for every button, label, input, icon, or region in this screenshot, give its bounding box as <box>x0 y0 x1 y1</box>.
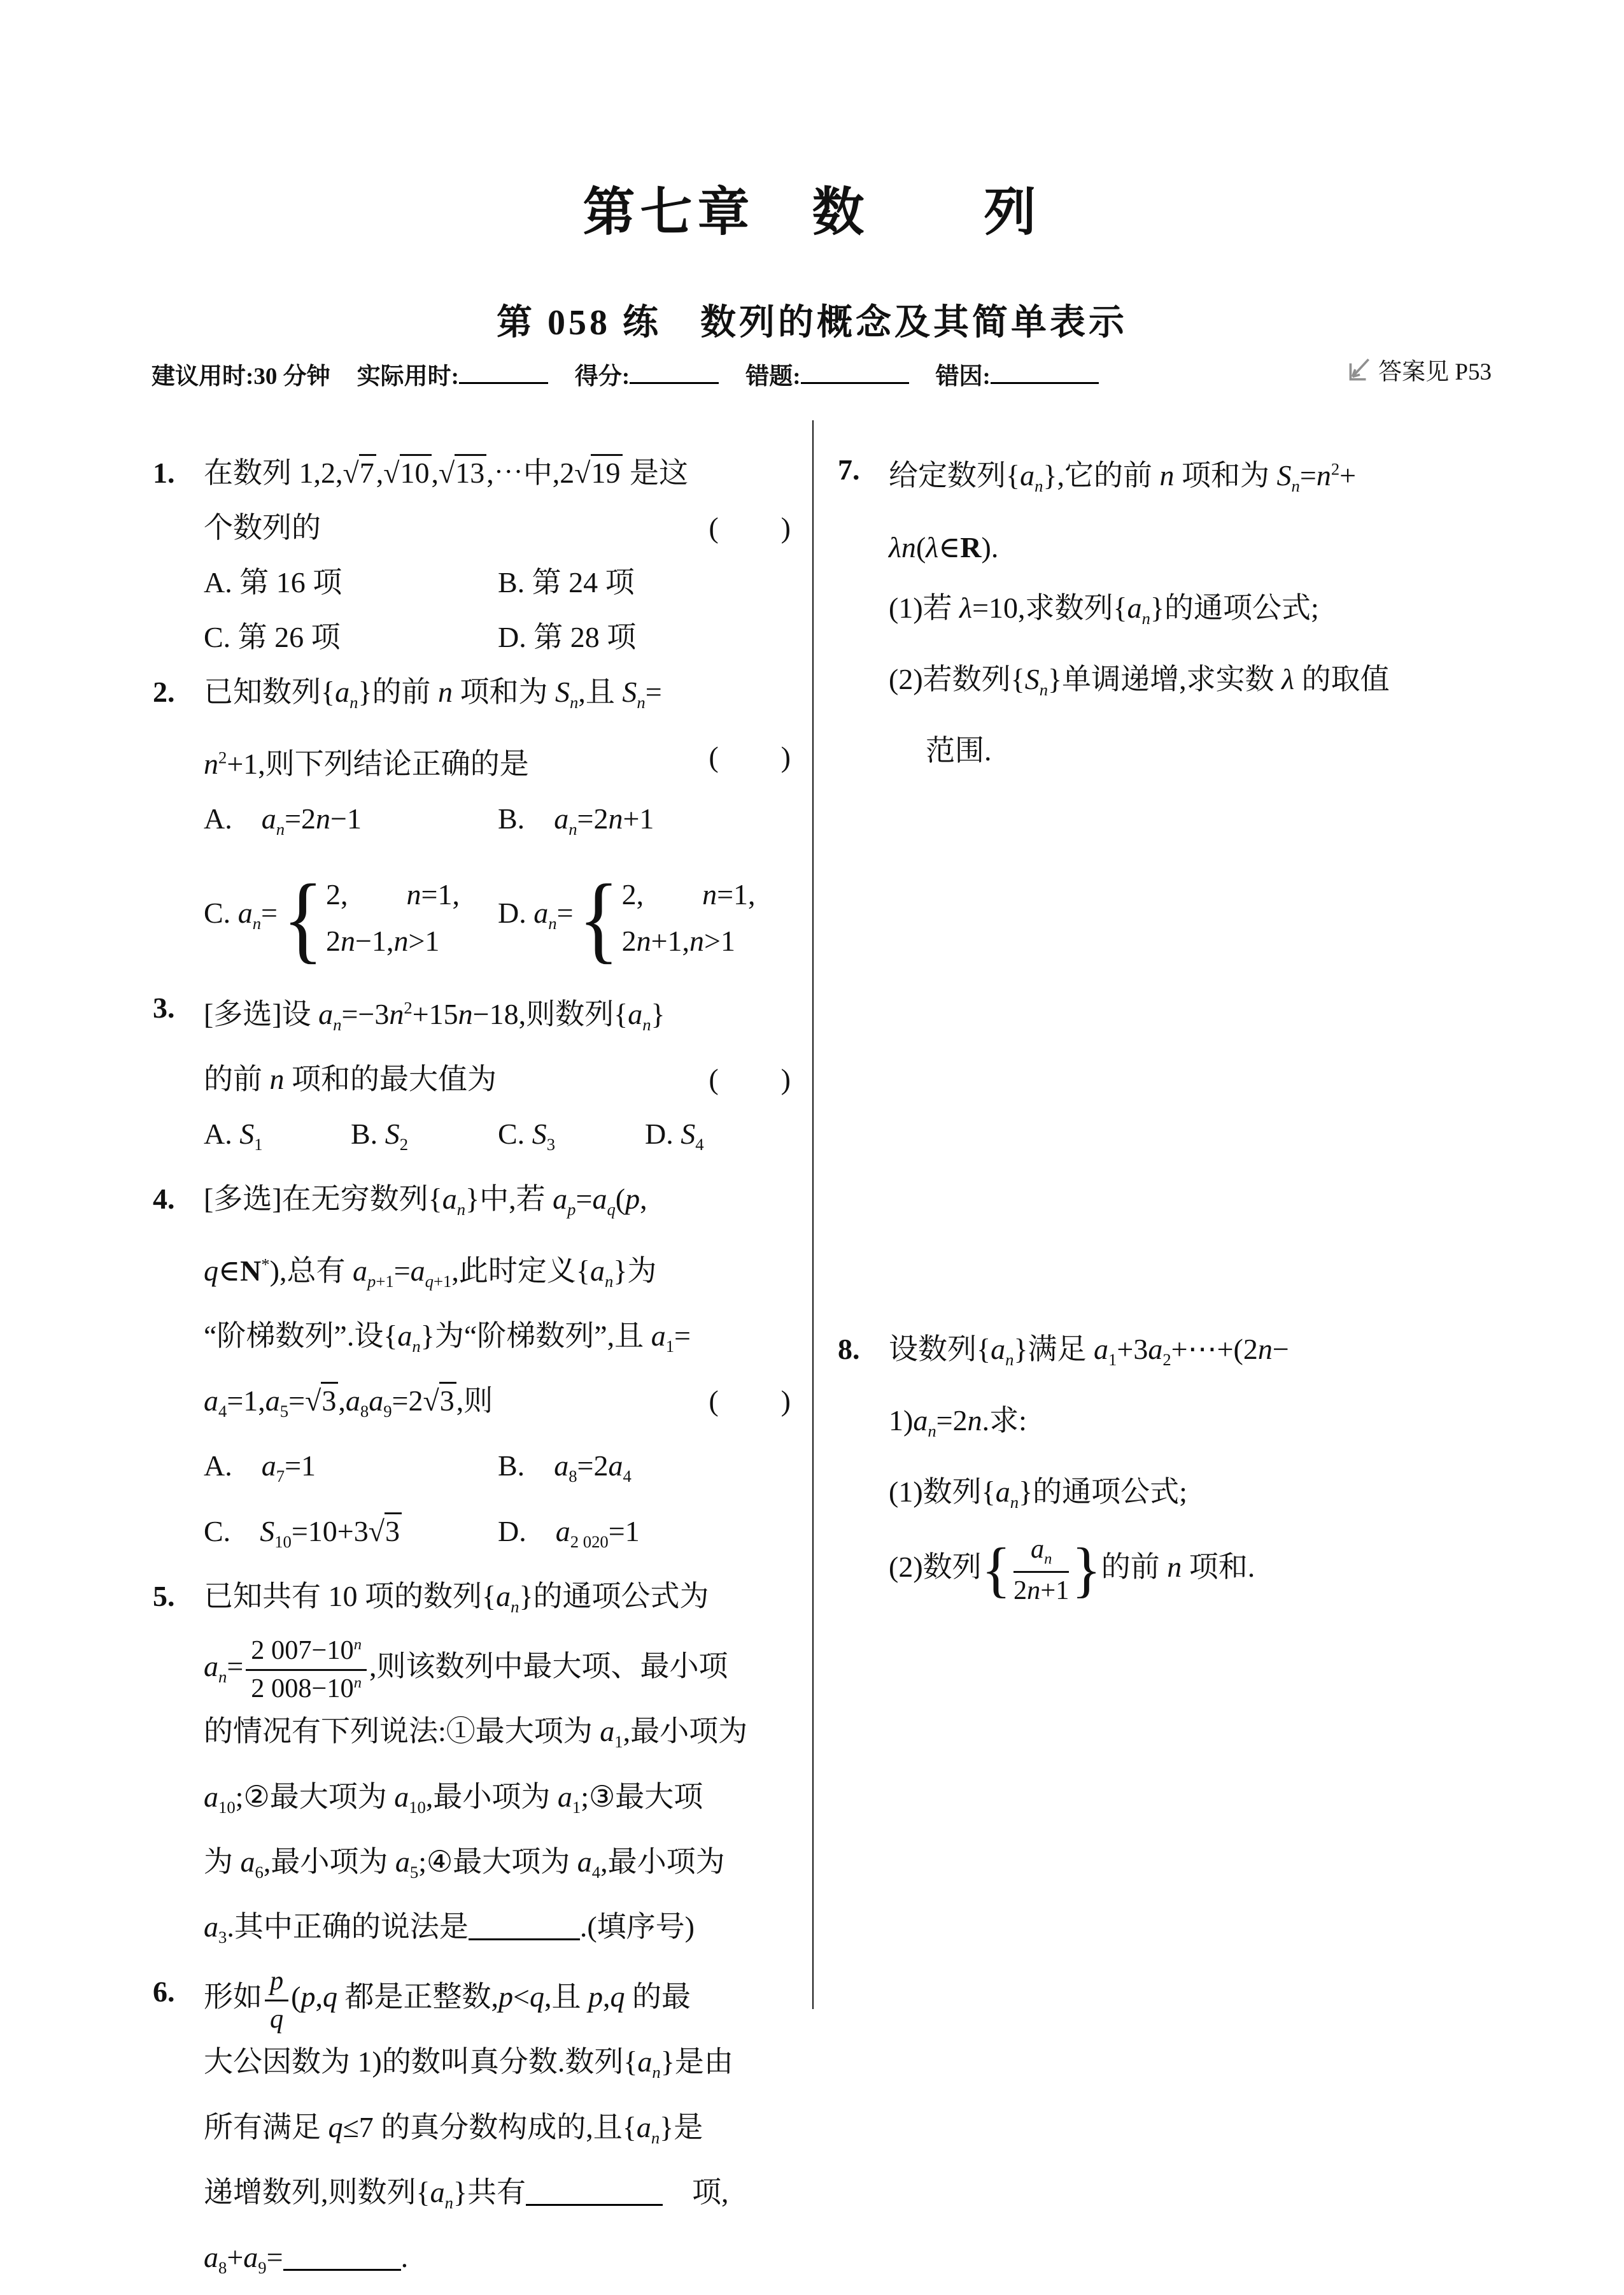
problem-number: 8. <box>838 1332 860 1365</box>
text-line: 在数列 1,2,√7,√10,√13,⋯中,2√19 是这 <box>204 446 792 501</box>
column-divider <box>812 420 814 2009</box>
text-line: $1)a_n=2n$.求: <box>889 1404 1027 1441</box>
piecewise-cases: 2, n=1, 2n−1,n>1 <box>326 878 460 958</box>
problem-number: 7. <box>838 453 860 486</box>
chapter-title: 第七章 数 列 <box>583 183 1041 241</box>
formula-line: (2)数列{ $\frac{a_n}{2n+1}$ }的前 n 项和. <box>889 1534 1255 1606</box>
problem-number: 6. <box>153 1975 175 2008</box>
right-column <box>838 439 1491 1607</box>
text-line: 递增数列,则数列$\{a_n\}$共有 项, <box>204 2175 729 2212</box>
problem-8 <box>838 1319 1491 1607</box>
problem-6 <box>153 1965 792 2295</box>
problem-number: 4. <box>153 1183 175 1216</box>
options-row <box>204 1504 792 1569</box>
text-line: $a_{10};②$最大项为 $a_{10}$,最小项为 $a_1;③$最大项 <box>204 1780 703 1817</box>
problem-3 <box>153 981 792 1172</box>
problem-4 <box>153 1172 792 1568</box>
text-line: $a_4=1,a_5=√3,a_8a_9=2√3$,则 ( ) <box>204 1374 792 1439</box>
option-label: C. $a_n=$ <box>204 897 278 934</box>
wrong-items-blank <box>801 360 909 384</box>
answer-parens: ( ) <box>709 1384 792 1418</box>
text-line: (1)数列$\{a_n\}$的通项公式; <box>889 1475 1187 1512</box>
text-line: 给定数列$\{a_n\}$,它的前 n 项和为 $S_n=n^2+$ <box>889 459 1357 496</box>
text-line: (2)若数列$\{S_n\}$单调递增,求实数 λ 的取值 <box>889 662 1390 699</box>
text-line: 所有满足 q≤7 的真分数构成的,且$\{a_n\}$是 <box>204 2110 703 2147</box>
text-line: 的前 n 项和的最大值为 ( ) <box>204 1052 792 1107</box>
option-d: D. 第 28 项 <box>498 621 637 653</box>
option-b: B. $S_2$ <box>351 1118 409 1155</box>
options-row <box>204 1439 792 1503</box>
option-d: D. $S_4$ <box>645 1118 704 1155</box>
text-line: $a_3$.其中正确的说法是 .(填序号) <box>204 1910 695 1947</box>
options-row <box>204 1107 792 1172</box>
formula-line: 形如 $\frac{p}{q}$ (p,q 都是正整数,p<q,且 p,q 的最 <box>204 1966 691 2034</box>
wrong-cause-label: 错因: <box>935 364 991 390</box>
answer-parens: ( ) <box>709 1063 792 1096</box>
piecewise-cases: 2, n=1, 2n+1,n>1 <box>621 878 756 958</box>
text-line: q∈N*),总有 $a_{p+1}=a_{q+1}$,此时定义$\{a_n\}$为 <box>204 1254 657 1291</box>
text-line: $a_8+a_9=$ . <box>204 2240 409 2278</box>
answer-parens: ( ) <box>709 741 792 774</box>
answer-ref <box>1344 352 1492 387</box>
option-a: A. $a_n=2n-1$ <box>204 802 362 839</box>
answer-parens: ( ) <box>709 511 792 544</box>
option-c: C. $S_3$ <box>498 1118 556 1155</box>
text-line: [多选]设 $a_n=-3n^2+15n-18$,则数列$\{a_n\}$ <box>204 998 665 1035</box>
problem-number: 2. <box>153 676 175 708</box>
option-c <box>204 863 498 972</box>
option-a: A. $a_7=1$ <box>204 1449 316 1486</box>
score-blank <box>630 360 719 384</box>
text-line: λn(λ∈R). <box>889 530 999 564</box>
option-label: D. $a_n=$ <box>498 897 574 934</box>
problem-5 <box>153 1569 792 1965</box>
option-a: A. 第 16 项 <box>204 566 342 599</box>
option-d: D. $a_{2 020}=1$ <box>498 1514 640 1551</box>
wrong-cause-blank <box>991 360 1099 384</box>
text-line: 为 $a_6$,最小项为 $a_5;④$最大项为 $a_4$,最小项为 <box>204 1845 725 1882</box>
problem-number: 1. <box>153 457 175 489</box>
option-c: C. 第 26 项 <box>204 621 341 653</box>
answer-arrow-icon <box>1344 355 1373 384</box>
option-d <box>498 863 792 972</box>
wrong-items-label: 错题: <box>745 364 801 390</box>
problem-7 <box>838 439 1491 781</box>
actual-time-blank <box>459 360 548 384</box>
problem-1 <box>153 446 792 665</box>
problem-number: 3. <box>153 991 175 1024</box>
problem-2 <box>153 665 792 981</box>
score-label: 得分: <box>574 364 630 390</box>
problem-number: 5. <box>153 1579 175 1612</box>
option-a: A. $S_1$ <box>204 1118 263 1155</box>
formula-line: $a_n=$ $\frac{2 007-10^n}{2 008-10^n}$ ,则该数列中最大项、最小项 <box>204 1635 728 1703</box>
text-line: $n^2+1$,则下列结论正确的是 ( ) <box>204 730 792 791</box>
text-line: 的情况有下列说法:①最大项为 $a_1$,最小项为 <box>204 1715 748 1752</box>
options-row <box>204 856 792 981</box>
answer-ref-label: 答案见 P53 <box>1378 359 1492 385</box>
options-row <box>204 610 792 665</box>
left-column <box>153 446 792 2295</box>
options-row <box>204 792 792 856</box>
option-b: B. $a_n=2n+1$ <box>498 802 654 839</box>
options-row <box>204 555 792 610</box>
left-brace: { <box>282 863 324 972</box>
option-c: C. $S_{10}=10+3√3$ <box>204 1504 498 1569</box>
text-line: 已知数列$\{a_n\}$的前 n 项和为 $S_n$,且 $S_n=$ <box>204 676 662 713</box>
text-line: 个数列的 ( ) <box>204 501 792 555</box>
actual-time-label: 实际用时: <box>357 364 459 390</box>
text-line: “阶梯数列”.设$\{a_n\}$为“阶梯数列”,且 $a_1=$ <box>204 1319 691 1356</box>
text-line: 范围. <box>926 734 992 767</box>
text-line: [多选]在无穷数列$\{a_n\}$中,若 $a_p=a_q(p$, <box>204 1183 647 1219</box>
option-b: B. 第 24 项 <box>498 566 635 599</box>
lesson-title: 第 058 练 数列的概念及其简单表示 <box>497 303 1127 343</box>
text-line: (1)若 λ=10,求数列$\{a_n\}$的通项公式; <box>889 591 1319 628</box>
text-line: 已知共有 10 项的数列$\{a_n\}$的通项公式为 <box>204 1579 709 1617</box>
left-brace: { <box>578 863 619 972</box>
option-b: B. $a_8=2a_4$ <box>498 1449 632 1486</box>
text-line: 大公因数为 1)的数叫真分数.数列$\{a_n\}$是由 <box>204 2045 733 2082</box>
meta-row <box>152 352 1492 391</box>
text-line: 设数列$\{a_n\}$满足 $a_1+3a_2+\cdots+(2n-$ <box>889 1332 1289 1370</box>
suggested-time-label: 建议用时:30 分钟 <box>152 364 330 390</box>
